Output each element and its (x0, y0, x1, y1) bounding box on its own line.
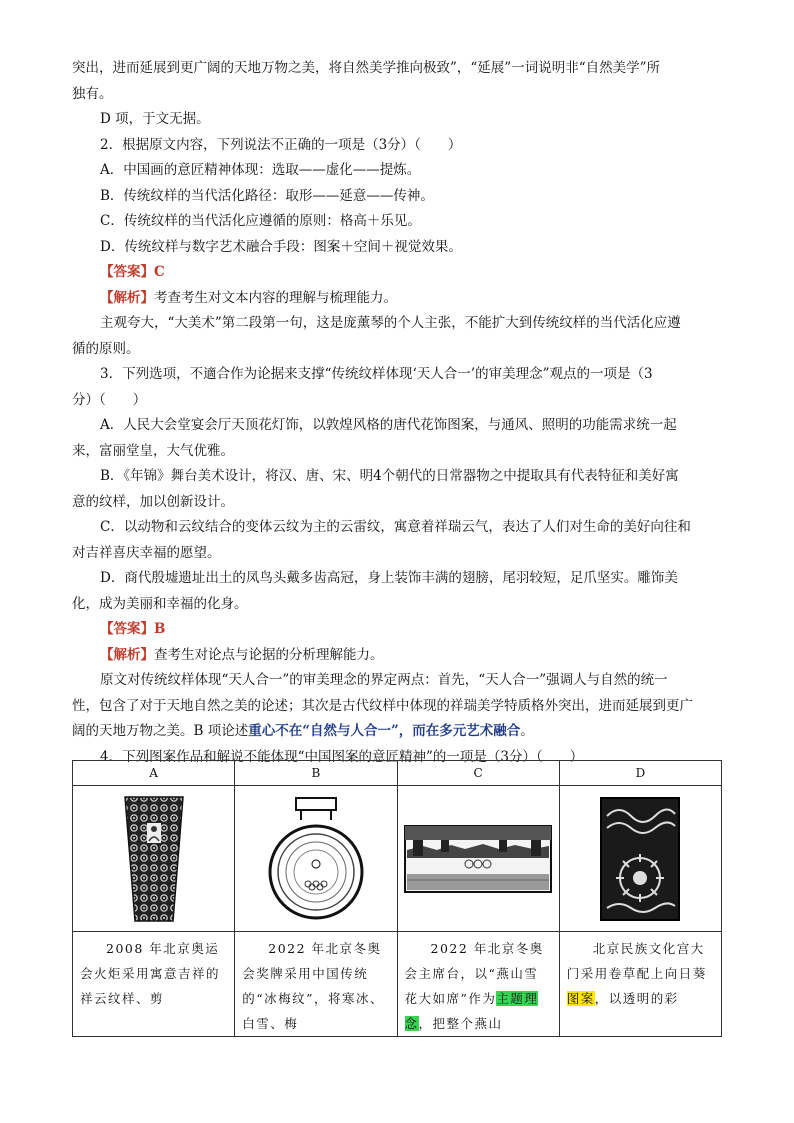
option-a: A．中国画的意匠精神体现：选取——虚化——提炼。 (100, 162, 421, 178)
text-line: 突出，进而延展到更广阔的天地万物之美，将自然美学推向极致”，“延展”一词说明非“自然美学”所 (72, 60, 661, 76)
text-line: 分）（ ） (72, 391, 147, 408)
caption-text: 2022 年北京冬奥会主席台，以“燕山雪花大如席”作为 (404, 941, 544, 1006)
answer-tag: 【答案】 (100, 264, 154, 280)
option-b: B．《年锦》舞台美术设计，将汉、唐、宋、明4个朝代的日常器物之中提取具有代表特征和美好寓 (100, 468, 679, 484)
analysis-text: 查考生对论点与论据的分析理解能力。 (154, 646, 384, 663)
options-table (72, 760, 722, 1037)
answer-value: B (154, 621, 166, 637)
gate-icon (599, 796, 681, 922)
torch-icon (119, 793, 189, 925)
table-header-c: C (397, 761, 559, 786)
document-body (72, 56, 724, 770)
answer-tag: 【答案】 (100, 621, 154, 637)
analysis-tag: 【解析】 (100, 289, 154, 306)
stage-image (397, 786, 559, 932)
answer-line (72, 617, 724, 643)
option-c: C．传统纹样的当代活化应遵循的原则：格高＋乐见。 (100, 213, 421, 229)
torch-image (73, 786, 235, 932)
option-d: D．传统纹样与数字艺术融合手段：图案＋空间＋视觉效果。 (100, 238, 462, 255)
highlighted-text: 图案 (566, 991, 595, 1006)
text-line: 主观夸大，“大美术”第二段第一句，这是庞薰琴的个人主张，不能扩大到传统纹样的当代活化应遵 (100, 315, 681, 331)
caption-text: ，以透明的彩 (594, 991, 679, 1006)
medal-image (235, 786, 397, 932)
answer-line (72, 260, 724, 286)
text-line: 意的纹样，加以创新设计。 (72, 493, 234, 510)
text-line: 对吉祥喜庆幸福的愿望。 (72, 544, 221, 561)
option-a: A．人民大会堂宴会厅天顶花灯饰，以敦煌风格的唐代花饰图案，与通风、照明的功能需求统一起 (100, 417, 677, 433)
analysis-line (72, 286, 724, 312)
medal-icon (266, 794, 366, 924)
caption-text: 北京民族文化宫大门采用卷草配上向日葵 (566, 941, 707, 981)
highlighted-text: 主题理念 (404, 991, 539, 1031)
table-header-a: A (73, 761, 235, 786)
caption-text: 2008 年北京奥运会火炬采用寓意吉祥的祥云纹样、剪 (80, 941, 221, 1006)
option-c: C．以动物和云纹结合的变体云纹为主的云雷纹，寓意着祥瑞云气，表达了人们对生命的美好向往和 (100, 519, 691, 535)
question-4: 4．下列图案作品和解说不能体现“中国图案的意匠精神”的一项是（3分）（ ） (100, 748, 584, 765)
analysis-line (72, 643, 724, 669)
table-header-b: B (235, 761, 397, 786)
text-line (72, 719, 724, 745)
caption-b (235, 932, 397, 1037)
question-2: 2．根据原文内容，下列说法不正确的一项是（3分）（ ） (100, 136, 462, 153)
answer-value: C (154, 264, 165, 280)
caption-a (73, 932, 235, 1037)
stage-icon (403, 824, 553, 894)
text-line: 化，成为美丽和幸福的化身。 (72, 595, 248, 612)
text-line: 原文对传统纹样体现“天人合一”的审美理念的界定两点：首先，“天人合一”强调人与自然的统一 (100, 672, 668, 688)
analysis-tag: 【解析】 (100, 646, 154, 663)
caption-text: ，把整个燕山 (418, 1016, 503, 1031)
caption-text: 2022 年北京冬奥会奖牌采用中国传统的“冰梅纹”，将寒冰、白雪、梅 (242, 941, 385, 1031)
text-line: 来，富丽堂皇，大气优雅。 (72, 442, 234, 459)
caption-c (397, 932, 559, 1037)
text-span: 。 (520, 723, 534, 739)
option-b: B．传统纹样的当代活化路径：取形——延意——传神。 (100, 187, 434, 204)
question-3: 3．下列选项，不適合作为论据来支撑“传统纹样体现‘天人合一’的审美理念”观点的一项是（3 (100, 366, 653, 382)
analysis-text: 考查考生对文本内容的理解与梳理能力。 (154, 289, 397, 306)
text-line: 性，包含了对于天地自然之美的论述；其次是古代纹样中体现的祥瑞美学特质格外突出，进而延展到更广 (72, 697, 693, 714)
text-line: D 项，于文无据。 (100, 111, 210, 127)
table-header-d: D (559, 761, 721, 786)
emphasis-text: 重心不在“自然与人合一”，而在多元艺术融合 (248, 723, 521, 739)
text-span: 阔的天地万物之美。B 项论述 (72, 723, 249, 739)
text-line: 循的原则。 (72, 340, 140, 357)
caption-d (559, 932, 721, 1037)
gate-image (559, 786, 721, 932)
text-line: 独有。 (72, 85, 113, 102)
option-d: D．商代殷墟遗址出土的凤鸟头戴多齿高冠，身上装饰丰满的翅膀，尾羽较短，足爪坚实。雕饰美 (100, 570, 678, 586)
